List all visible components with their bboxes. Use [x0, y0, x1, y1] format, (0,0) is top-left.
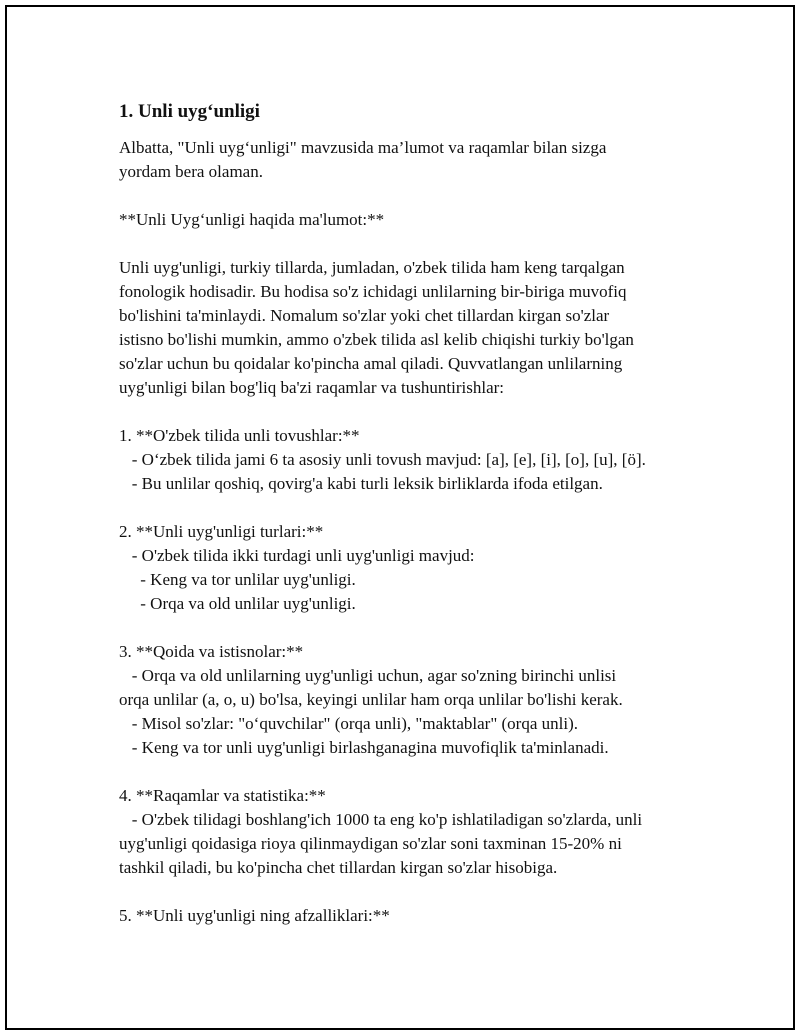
spacer	[119, 760, 719, 784]
spacer	[119, 616, 719, 640]
list-item-vowels: 1. **O'zbek tilida unli tovushlar:** - O‘zbek tilida jami 6 ta asosiy unli tovush mavjud: [a], [e], [i], [o], [u], [ö]. - Bu unlilar qoshiq, qovirg'a kabi turli leksik birliklarda ifoda etilgan.	[119, 426, 646, 493]
spacer	[119, 232, 719, 256]
document-page	[5, 5, 795, 1030]
document-heading: 1. Unli uyg‘unligi	[119, 101, 260, 122]
document-body	[119, 99, 719, 928]
intro-paragraph: Albatta, "Unli uyg‘unligi" mavzusida ma’lumot va raqamlar bilan sizga yordam bera olaman.	[119, 138, 607, 181]
description-paragraph: Unli uyg'unligi, turkiy tillarda, jumladan, o'zbek tilida ham keng tarqalgan fonologik hodisadir. Bu hodisa so'z ichidagi unlilarning bir-biriga muvofiq bo'lishini ta'minlaydi. Nomalum so'zlar yoki chet tillardan kirgan so'zlar istisno bo'lishi mumkin, ammo o'zbek tilida asl kelib chiqishi turkiy bo'lgan so'zlar uchun bu qoidalar ko'pincha amal qiladi. Quvvatlangan unlilarning uyg'unligi bilan bog'liq ba'zi raqamlar va tushuntirishlar:	[119, 258, 634, 397]
spacer	[119, 400, 719, 424]
list-item-rules: 3. **Qoida va istisnolar:** - Orqa va old unlilarning uyg'unligi uchun, agar so'zning birinchi unlisi orqa unlilar (a, o, u) bo'lsa, keyingi unlilar ham orqa unlilar bo'lishi kerak. - Misol so'zlar: "o‘quvchilar" (orqa unli), "maktablar" (orqa unli). - Keng va tor unli uyg'unligi birlashganagina muvofiqlik ta'minlanadi.	[119, 642, 623, 757]
list-item-types: 2. **Unli uyg'unligi turlari:** - O'zbek tilida ikki turdagi unli uyg'unligi mavjud: - Keng va tor unlilar uyg'unligi. - Orqa va old unlilar uyg'unligi.	[119, 522, 475, 613]
spacer	[119, 496, 719, 520]
list-item-advantages: 5. **Unli uyg'unligi ning afzalliklari:**	[119, 906, 390, 925]
spacer	[119, 880, 719, 904]
spacer	[119, 184, 719, 208]
list-item-statistics: 4. **Raqamlar va statistika:** - O'zbek tilidagi boshlang'ich 1000 ta eng ko'p ishlatiladigan so'zlarda, unli uyg'unligi qoidasiga rioya qilinmaydigan so'zlar soni taxminan 15-20% ni tashkil qiladi, bu ko'pincha chet tillardan kirgan so'zlar hisobiga.	[119, 786, 643, 877]
section-title: **Unli Uyg‘unligi haqida ma'lumot:**	[119, 210, 385, 229]
